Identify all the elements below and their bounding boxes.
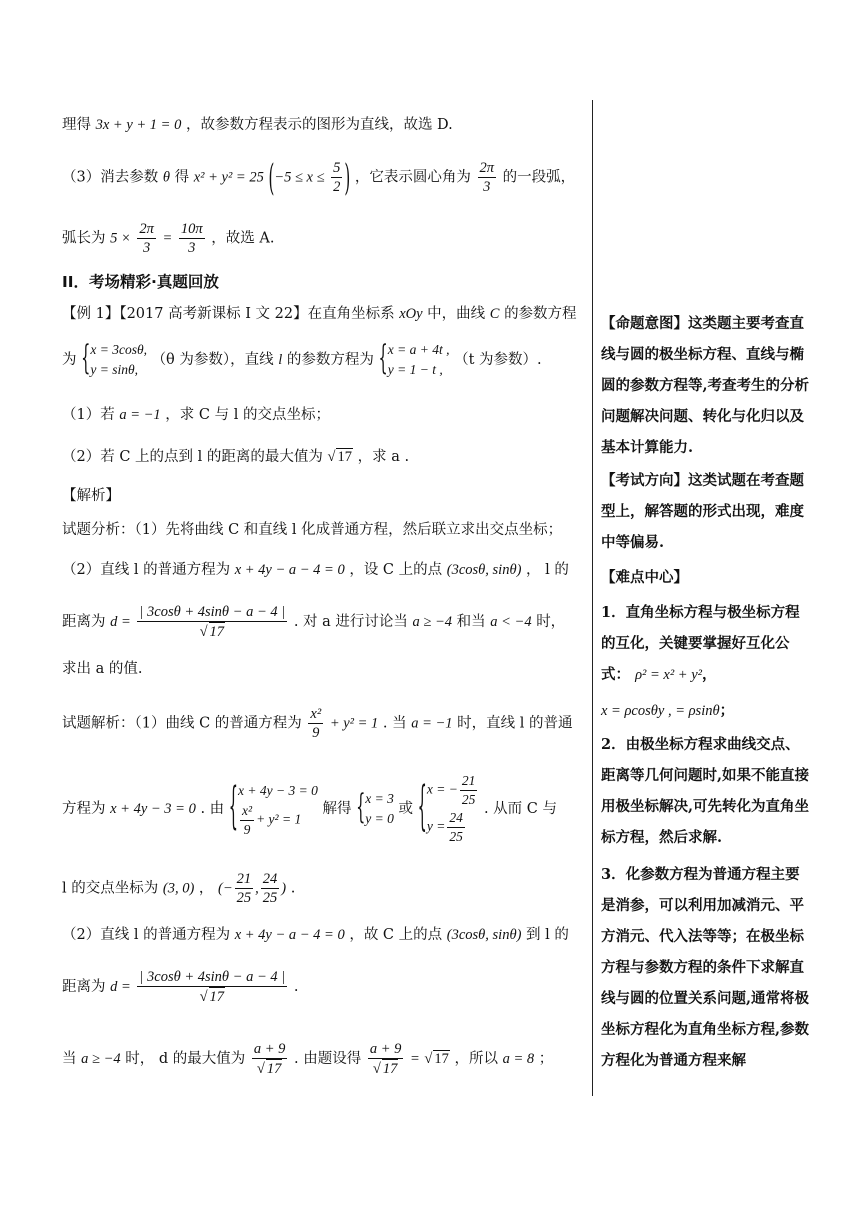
text: 1．直角坐标方程与极坐标方程的互化，关键要掌握好互化公式： [601,604,800,683]
paren: ) [281,880,287,897]
difficulty-point-2: 2．由极坐标方程求曲线交点、距离等几何问题时,如果不能直接用极坐标解决,可先转化为直角坐标方程，然后求解. [601,736,810,846]
column-divider [592,100,593,1096]
text: （2）直线 l 的普通方程为 [62,927,231,943]
text: ， [198,880,214,897]
text: 当 [62,1051,77,1067]
equals: = [162,230,173,247]
section-heading: II．考场精彩·真题回放 [62,273,219,291]
difficulty-heading: 【难点中心】 [601,569,688,586]
fraction: $\frac{a + 9}{√ 17}$ [253,1041,286,1077]
fraction: $\frac{\text{x²}}{9}$ [310,706,322,741]
solution-part2-line-3: 当 a ≥ −4 时， d 的最大值为 $\frac{a + 9}{√ 17}$ . 由题设得 $\frac{a + 9}{√ 17}$ = √ 17 ，所以 a = 8 ； [62,1041,554,1077]
fraction: $\frac{24}{25}$ [262,871,278,906]
equation: + y² = 1 [329,715,379,732]
text: . 由 [200,801,225,817]
text: ，它表示圆心角为 [354,169,471,186]
condition: a ≥ −4 [412,614,453,630]
equation-system: x + 4y − 3 = 0 $\frac{\text{x²}}{9}$ + y² = 1 [238,782,318,837]
difficulty-formula [601,695,811,727]
solution-part2-line-1 [62,923,569,944]
fraction: $\frac{2\pi}{3}$ [139,221,154,256]
fraction: $\frac{10\pi}{3}$ [180,221,203,256]
text: . 对 a 进行讨论当 [293,614,408,630]
text: 方程为 [62,801,106,817]
text: . [293,979,299,995]
text: 或 [398,801,414,817]
fraction: $\frac{| 3\cos\theta + 4\sin\theta - a - 4 |}{√ 17}$ [139,604,286,640]
text: ，所以 [454,1051,498,1067]
text: ； [719,702,735,719]
equation: 3x + y + 1 = 0 [95,117,182,133]
fraction: $\frac{2\pi}{3}$ [479,160,495,195]
text: . [290,880,296,897]
text: ，求 C 与 l 的交点坐标； [165,407,330,423]
condition: a ≥ −4 [81,1051,121,1067]
text: 弧长为 [62,230,106,247]
point: (3cosθ, sinθ) [446,927,522,943]
text: l 的交点坐标为 [62,880,159,897]
text: 理得 [62,117,91,133]
condition: a < −4 [490,614,532,630]
text: ，故参数方程表示的图形为直线，故选 D. [185,117,453,133]
text: 解得 [322,801,352,817]
point: (3, 0) [162,880,195,897]
text: . 由题设得 [293,1051,362,1067]
range-expression: −5 ≤ x ≤ [274,169,325,186]
equation-system: x = 3cosθ, y = sinθ, [90,342,147,377]
difficulty-point-3: 3．化参数方程为普通方程主要是消参，可以利用加减消元、平方消元、代入法等等；在极坐标方程与参数方程的条件下求解直线与圆的位置关系问题,通常将极坐标方程化为直角坐标方程,参数方程化为普通方程来解 [601,866,810,1069]
equation: d = [110,614,131,630]
equals: = [409,1051,420,1067]
fraction: $\frac{5}{2}$ [333,160,341,195]
jiexi-label: 【解析】 [62,488,120,504]
solution-part1-line-2: 方程为 x + 4y − 3 = 0 . 由 { x + 4y − 3 = 0 $\frac{\text{x²}}{9}$ + y² = 1 解得 { x = 3 y = 0 或 { x = − $\frac{21}{25}$ y = $\frac{24}{25}$ . 从而 C 与 [62,773,557,844]
text: 距离为 [62,979,106,995]
equation: x + 4y − a − 4 = 0 [234,927,345,943]
text: ， l 的 [526,562,569,578]
text: （t 为参数）. [454,352,542,368]
side-notes [601,308,811,1076]
theta-symbol: θ [162,169,170,186]
text: 时，直线 l 的普通 [457,715,573,732]
text: （2）直线 l 的普通方程为 [62,562,231,578]
equation: d = [110,979,131,995]
text: （1）若 [62,407,115,423]
text: （2）若 C 上的点到 l 的距离的最大值为 [62,449,323,465]
text: ， [702,666,717,683]
text: 试题解析：（1）曲线 C 的普通方程为 [62,715,302,732]
text: 的参数方程 [504,306,577,322]
math-var: C [489,306,500,322]
intent-note: 【命题意图】这类题主要考查直线与圆的极坐标方程、直线与椭圆的参数方程等,考查考生的分析问题解决问题、转化与化归以及基本计算能力. [601,315,810,456]
text: ，求 a . [357,449,410,465]
text: 的一段弧， [502,169,576,186]
analysis-line-1: 试题分析：（1）先将曲线 C 和直线 l 化成普通方程，然后联立求出交点坐标； [62,522,563,538]
point: (3cosθ, sinθ) [446,562,522,578]
text: ； [538,1051,554,1067]
math-var: xOy [399,306,423,322]
text: . 从而 C 与 [483,801,557,817]
text: 得 [174,169,190,186]
analysis-line-2 [62,558,569,579]
text: 为 [62,352,77,368]
text: ，设 C 上的点 [349,562,443,578]
direction-note: 【考试方向】这类试题在考查题型上，解答题的形式出现，难度中等偏易. [601,472,804,551]
math-var: l [278,352,283,368]
question-1 [62,403,330,424]
equation: x + 4y − a − 4 = 0 [234,562,345,578]
equation: 5 × [110,230,131,247]
solution-line-2: （3）消去参数 θ 得 x² + y² = 25 (−5 ≤ x ≤ $\frac{5}{2}$ ) ，它表示圆心角为 $\frac{2\pi}{3}$ 的一段弧， [62,155,576,200]
analysis-line-4: 求出 a 的值. [62,661,143,677]
text: . 当 [382,715,407,732]
solution-line-3 [62,220,275,257]
fraction: $\frac{| 3\cos\theta + 4\sin\theta - a - 4 |}{√ 17}$ [139,969,286,1005]
text: 【例 1】【2017 高考新课标 I 文 22】在直角坐标系 [62,306,395,322]
analysis-line-3 [62,603,565,641]
example-line-1 [62,302,577,323]
equation: x² + y² = 25 [193,169,264,186]
text: 到 l 的 [526,927,569,943]
equation-system: x = − $\frac{21}{25}$ y = $\frac{24}{25}$ [426,773,476,844]
sqrt-value: 17 [337,449,352,465]
equation: a = −1 [119,407,161,423]
comma: , [255,880,259,897]
fraction: $\frac{a + 9}{√ 17}$ [369,1041,402,1077]
formula: ρ² = x² + y² [635,667,703,683]
text: 的参数方程为 [286,352,374,368]
question-2: （2）若 C 上的点到 l 的距离的最大值为 √ 17 ，求 a . [62,449,410,465]
equation-system: x = 3 y = 0 [365,791,394,826]
equation-system: x = a + 4t , y = 1 − t , [387,342,450,377]
formula: x = ρcosθy , = ρsinθ [601,703,720,719]
solution-part1-line-1 [62,705,573,742]
solution-part1-line-3 [62,870,295,907]
difficulty-point-1 [601,597,811,691]
text: ，故 C 上的点 [349,927,443,943]
paren: (− [218,880,233,897]
text: 时， [536,614,566,630]
sqrt-value: 17 [434,1051,449,1067]
fraction: $\frac{21}{25}$ [236,871,252,906]
solution-part2-line-2 [62,968,298,1006]
solution-line-1 [62,113,453,134]
text: 和当 [456,614,486,630]
text: 距离为 [62,614,106,630]
text: ，故选 A. [211,230,275,247]
text: 时， d 的最大值为 [125,1051,246,1067]
text: 中，曲线 [427,306,486,322]
text: （3）消去参数 [62,169,159,186]
text: （θ 为参数），直线 [151,352,274,368]
result: a = 8 [502,1051,535,1067]
example-line-2: 为 { x = 3cosθ, y = sinθ, （θ 为参数），直线 l 的参数方程为 { x = a + 4t , y = 1 − t , （t 为参数）. [62,341,542,379]
equation: a = −1 [411,715,453,732]
equation: x + 4y − 3 = 0 [110,801,196,817]
